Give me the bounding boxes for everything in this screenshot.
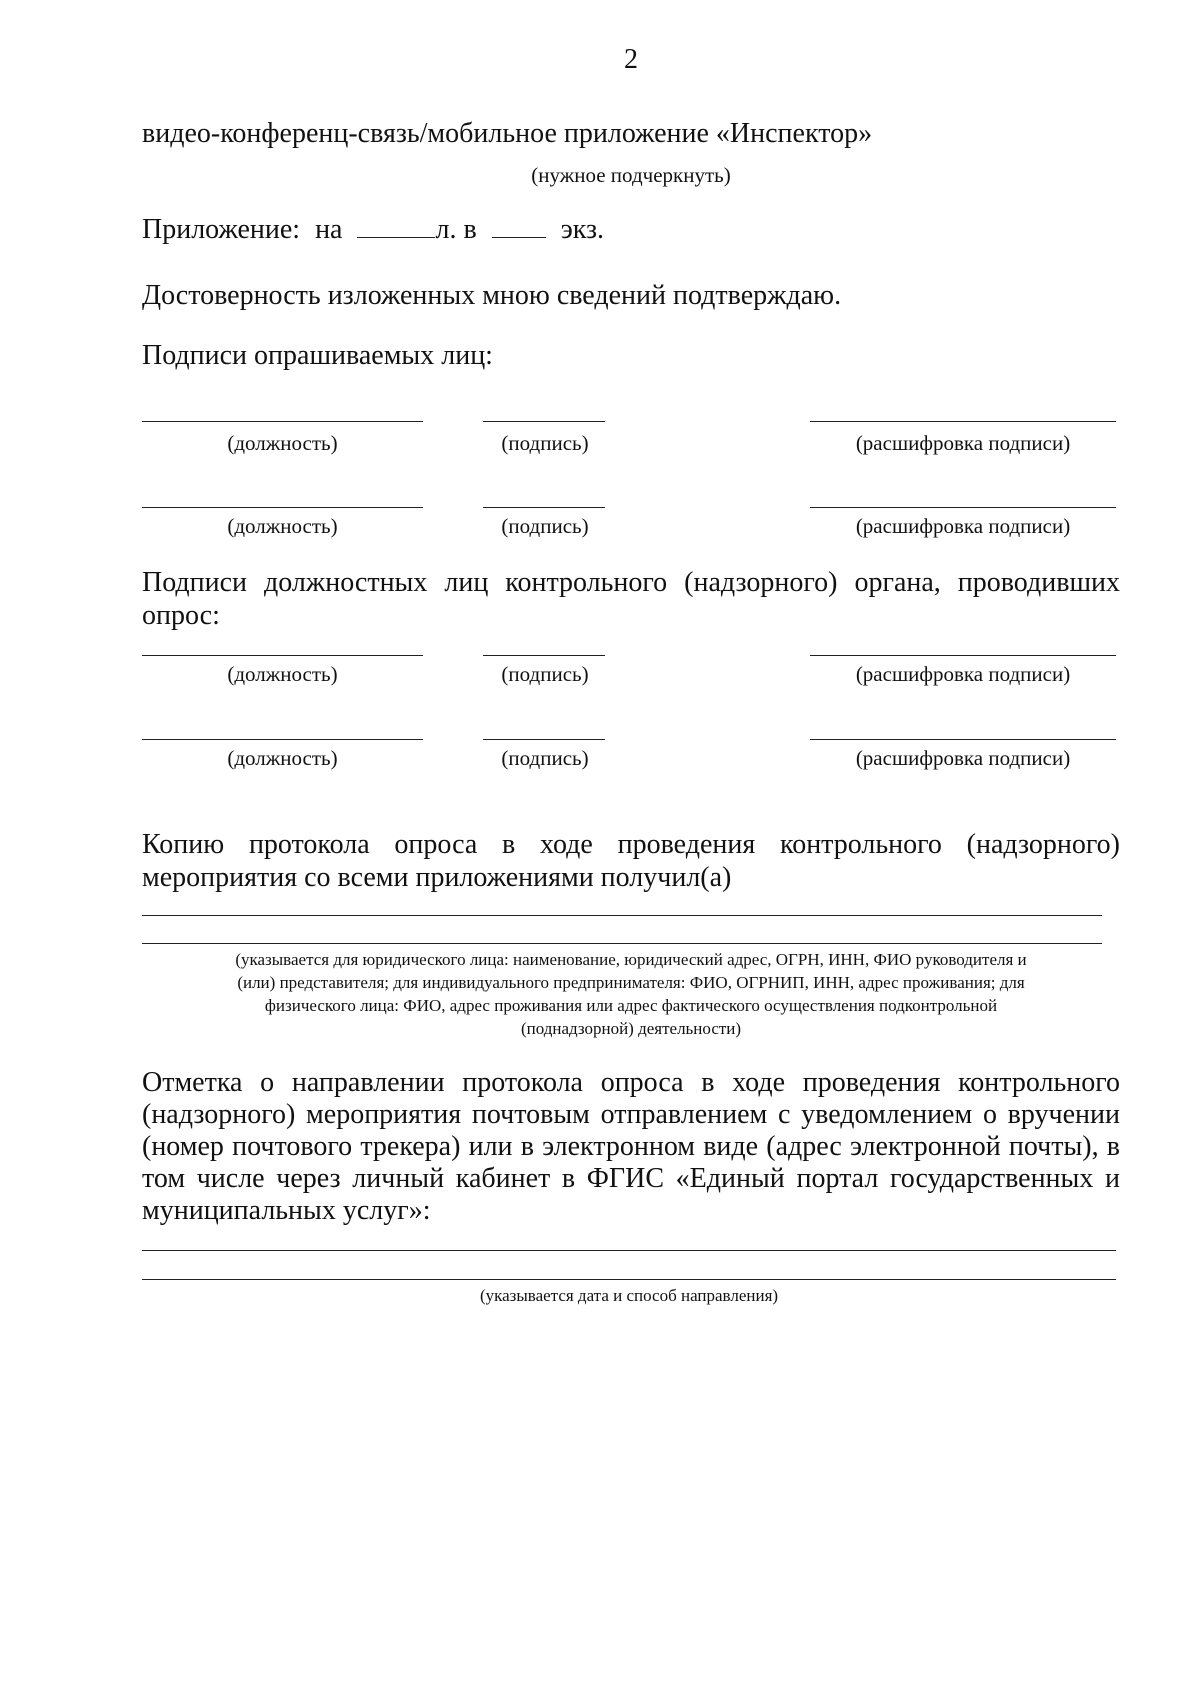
official-1-decoding-label: (расшифровка подписи)	[855, 662, 1071, 686]
respondent-1-decoding-line[interactable]	[810, 421, 1116, 422]
copy-received-line1: Копию протокола опроса в ходе проведения контрольного (надзорного)	[142, 829, 1120, 860]
respondent-1-position-label: (должность)	[227, 431, 338, 455]
sheets-count-field[interactable]	[357, 213, 435, 238]
respondent-2-position-label: (должность)	[227, 514, 338, 538]
attachment-line	[142, 213, 604, 246]
official-1-decoding-line[interactable]	[810, 655, 1116, 656]
respondent-1-signature-label: (подпись)	[501, 431, 589, 455]
copy-recipient-line-2[interactable]	[142, 943, 1102, 944]
respondent-2-decoding-line[interactable]	[810, 507, 1116, 508]
intro-hint: (нужное подчеркнуть)	[531, 163, 731, 187]
official-2-position-label: (должность)	[227, 746, 338, 770]
dispatch-field-line-1[interactable]	[142, 1250, 1116, 1251]
attachment-sheets: л. в	[435, 214, 477, 245]
attachment-on: на	[315, 214, 343, 245]
official-2-signature-label: (подпись)	[501, 746, 589, 770]
attachment-copies: экз.	[560, 214, 604, 245]
dispatch-line: Отметка о направлении протокола опроса в ходе проведения контрольного	[142, 1067, 1120, 1098]
respondent-2-position-line[interactable]	[142, 507, 423, 508]
officials-heading-line2: опрос:	[142, 600, 220, 631]
respondent-2-signature-line[interactable]	[483, 507, 605, 508]
attachment-label: Приложение:	[142, 214, 301, 245]
official-2-decoding-line[interactable]	[810, 739, 1116, 740]
official-2-position-line[interactable]	[142, 739, 423, 740]
copy-note-line: физического лица: ФИО, адрес проживания или адрес фактического осуществления подконтрольной	[264, 996, 998, 1015]
dispatch-field-line-2[interactable]	[142, 1279, 1116, 1280]
respondent-2-decoding-label: (расшифровка подписи)	[855, 514, 1071, 538]
copy-note-line: (поднадзорной) деятельности)	[520, 1019, 742, 1038]
dispatch-note: (указывается дата и способ направления)	[479, 1286, 779, 1305]
copy-note-line: (указывается для юридического лица: наименование, юридический адрес, ОГРН, ИНН, ФИО руководителя и	[235, 950, 1027, 969]
dispatch-line: (надзорного) мероприятия почтовым отправлением с уведомлением о вручении	[142, 1099, 1120, 1130]
official-1-position-line[interactable]	[142, 655, 423, 656]
officials-heading-line1: Подписи должностных лиц контрольного (надзорного) органа, проводивших	[142, 567, 1120, 598]
copy-received-line2: мероприятия со всеми приложениями получил(а)	[142, 862, 732, 893]
dispatch-line: (номер почтового трекера) или в электронном виде (адрес электронной почты), в	[142, 1131, 1120, 1162]
copies-count-field[interactable]	[492, 213, 546, 238]
respondent-2-signature-label: (подпись)	[501, 514, 589, 538]
official-1-position-label: (должность)	[227, 662, 338, 686]
official-2-decoding-label: (расшифровка подписи)	[855, 746, 1071, 770]
official-2-signature-line[interactable]	[483, 739, 605, 740]
respondent-1-position-line[interactable]	[142, 421, 423, 422]
copy-recipient-line-1[interactable]	[142, 915, 1102, 916]
official-1-signature-line[interactable]	[483, 655, 605, 656]
respondent-1-signature-line[interactable]	[483, 421, 605, 422]
dispatch-line: том числе через личный кабинет в ФГИС «Единый портал государственных и	[142, 1163, 1120, 1194]
intro-line: видео-конференц-связь/мобильное приложение «Инспектор»	[142, 118, 873, 149]
page-number: 2	[624, 44, 638, 75]
copy-note	[142, 948, 1120, 1040]
dispatch-line: муниципальных услуг»:	[142, 1195, 431, 1226]
official-1-signature-label: (подпись)	[501, 662, 589, 686]
copy-note-line: (или) представителя; для индивидуального предпринимателя: ФИО, ОГРНИП, ИНН, адрес проживания; для	[237, 973, 1025, 992]
confirm-text: Достоверность изложенных мною сведений подтверждаю.	[142, 280, 842, 311]
respondent-1-decoding-label: (расшифровка подписи)	[855, 431, 1071, 455]
respondents-heading: Подписи опрашиваемых лиц:	[142, 340, 493, 371]
